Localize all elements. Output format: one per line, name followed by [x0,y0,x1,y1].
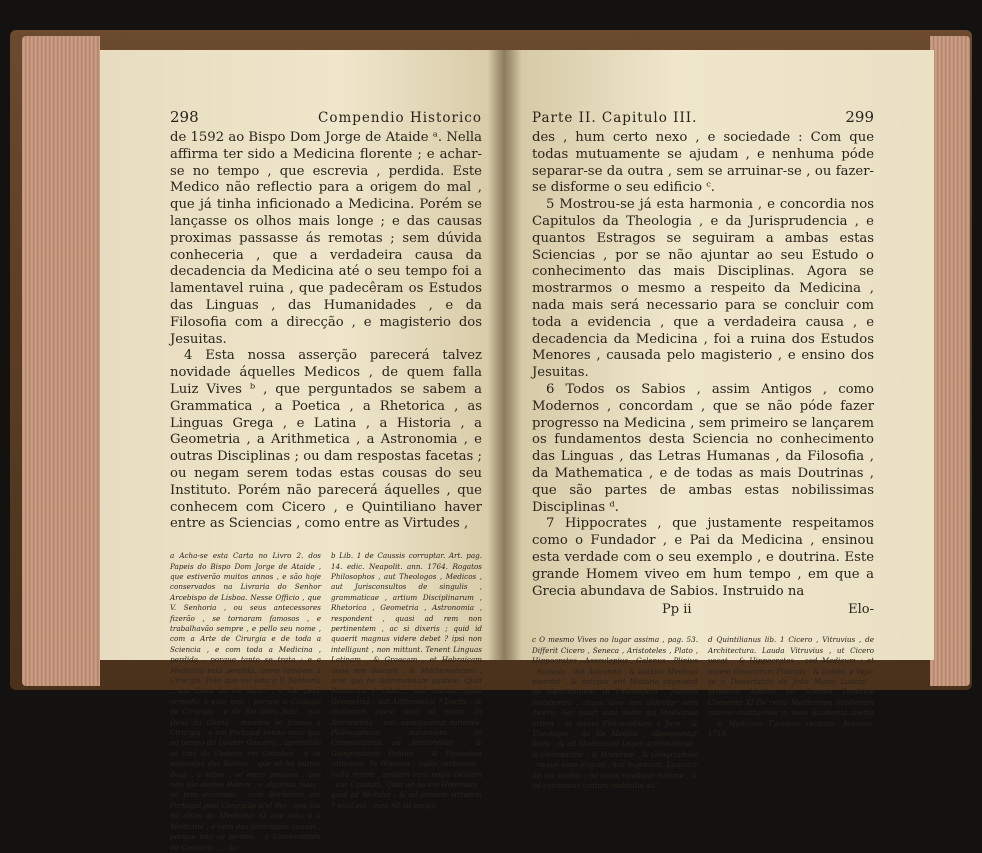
right-paragraph: des , hum certo nexo , e sociedade : Com que todas mutuamente se ajudam , e nenhuma póde separar-se da outra , sem se arruinar-se , ou fazer-se disforme o seu edificio ᶜ. [532,130,874,196]
footnote-d: d Quintilianus lib. 1 Cicero , Vitruvius , de Architectura. Lauda Vitruvius , ut Cicero vocat , & Hippocrates , sed Medicum ; et autem Graecorum Platonis ; & Galeni. e Veja-se a Dissertação de João Maria Lancisi , primeiro Medico do Summo Pontifice Clemente XI De recta Medicorum Studiorum ratione instituenda in nova Academia aberta , & Medicina Tyrannis recitata. Avenion. 1718. [708,635,874,738]
right-running-title: Parte II. Capitulo III. [532,110,698,126]
left-paragraph: de 1592 ao Bispo Dom Jorge de Ataide ᵃ. Nella affirma ter sido a Medicina florente ; e achar-se no tempo , que escrevia , perdida. Este Medico não reflectio para a origem do mal , que já tinha inficionado a Medicina. Porém se lançasse os olhos mais longe ; e das causas proximas passasse ás remotas ; sem dúvida conheceria , que a verdadeira causa da decadencia da Medicina até o seu tempo foi a lamentavel ruina , que padecêram os Estudos das Linguas , das Humanidades , e da Filosofia com a direcção , e magisterio dos Jesuitas. [170,130,482,347]
left-page-number: 298 [170,108,199,126]
left-footnotes [170,551,482,852]
page-edges-left [22,36,100,686]
right-page [504,50,934,790]
right-paragraph: 6 Todos os Sabios , assim Antigos , como Modernos , concordam , que se não póde fazer progresso na Medicina , sem primeiro se lançarem os fundamentos desta Sciencia no conhecimento das Linguas , das Letras Humanas , da Filosofia , da Mathematica , e de todas as mais Doutrinas , que são partes de ambas estas nobilissimas Disciplinas ᵈ. [532,381,874,515]
footnote-b: b Lib. 1 de Caussis corruptar. Art. pag. 14. edic. Neapolit. ann. 1764. Rogatos Philosophos , aut Theologos , Medicos , aut Jurisconsultos de singulis , grammaticae , artium Disciplinarum , Rhetorica , Geometria , Astronomia , respondent , quasi ad rem non pertinentem , ac si dixeris ; quid id quaerit magnus videre debet ? ipsi non intelligunt , non mittunt. Tenent Linguas Latinam , & Graecam , et Hebraicam quae non discunt , & Mathematicam , sine qua ne Astronomiam quidem. Quid Rhetorica ? ridet , sed inscius. Quid Geometria , aut Arithmetica ? Doctis , & multorum egeni sunt ad vitam. In Astronomia , non assequuntur rationes. Philosophiam naturalem in Commentariis ad Aristotelem , & Geographiam Politici , & Ptolomaei rationem. In Historia , nulla verborum , nulla rerum , quidam sunt nobis Gellium , aut Cassium. Quid ad lucem Hominum , quid ad Moralia , & ad omnem virtutem ? nihil est , cum nil sit magis. [331,551,482,810]
page-edges-right [930,36,970,686]
left-running-title: Compendio Historico [318,110,482,126]
footnote-a: a Acha-se esta Carta no Livro 2. dos Papeis do Bispo Dom Jorge de Ataide , que estiverão muitos annos , e são hoje conservados na Livraria do Senhor Arcebispo de Lisboa. Nesse Officio , que V. Senhoria , ou seus antecessores fizerão , se tornaram famosos , e trabalhavão sempre , e pello seu nome , com a Arte de Cirurgia e de toda a Sciencia , e com toda a Medicina , perdida , porque tanto se trata ; e a Medicina está perdida, como tambem a Cirurgia. Pelo que vai esta a V. Senhoria , que Deos ha de saber , e lhe peça remedio a este mal : porque o Collegio de Cirurgia , e de Rei Dom João , que Deos da Gloria , mandou se fizesse a Cirurgia , e em Portugal sendo mais que no tempo do Doutor Guevara , aprendião os tres da Cadeira em Coimbra , e os sapientes dos Reinos , que só ha outros dous , a saber , se estas pessoas , que não são destes Reinos , e algumas mais , se tem ensinado , com Barbeiros em Portugal pelo Cirurgião d'el Rei , que lhe dá ditos de Medicina. O que esta é a Medicina , e uma das principaes cousas , porque isto se perdeo , a Universidade de Coimbra ..... &c. [170,551,321,852]
right-page-number: 299 [845,108,874,126]
left-page [100,50,504,852]
signature-mark: Pp ii [662,602,692,618]
right-body-text [532,130,874,600]
signature-line [532,602,874,617]
catchword: Elo- [848,602,874,618]
left-running-head [170,108,482,126]
left-body-text [170,130,482,533]
right-paragraph: 7 Hippocrates , que justamente respeitamos como o Fundador , e Pai da Medicina , ensinou esta verdade com o seu exemplo , e doutrina. Este grande Homem viveo em hum tempo , em que a Grecia abundava de Sabios. Instruido na [532,516,874,599]
left-paragraph: 4 Esta nossa asserção parecerá talvez novidade áquelles Medicos , de quem falla Luiz Vives ᵇ , que perguntados se sabem a Grammatica , a Poetica , a Rhetorica , as Linguas Grega , e Latina , a Historia , a Geometria , a Arithmetica , a Astronomia , e outras Disciplinas ; ou dam respostas facetas ; ou negam serem todas estas cousas do seu Instituto. Porém não parecerá áquelles , que conhecem com Cicero , e Quintiliano haver entre as Sciencias , como entre as Virtudes , [170,348,482,532]
right-running-head [532,108,874,126]
right-footnotes [532,635,874,795]
right-paragraph: 5 Mostrou-se já esta harmonia , e concordia nos Capitulos da Theologia , e da Jurisprudencia , e quantos Estragos se seguiram a ambas estas Sciencias , por se não ajuntar ao seu Estudo o conhecimento das mais Disciplinas. Agora se mostrarmos o mesmo a respeito da Medicina , nada mais será necessario para se concluir com toda a evidencia , que a verdadeira causa , e decadencia da Medicina , foi a ruina dos Estudos Menores , causada pelo magisterio , e ensino dos Jesuitas. [532,197,874,381]
footnote-c: c O mesmo Vives no lugar assima , pag. 53. Differit Cicero , Seneca , Aristoteles , Plato , Hippocrates , Aesculapius , Galenus , Plinius , Scevola , aut Avicenna , & doctior Medicus emerint , & antiqua erit Historia cognoscit ad plenitudinem. In Philosophia , fuerunt insipientes , atque ideo non videntur vera dicere. Nec pauci sunt hodie qui Medicinae artem , et ipsam Philosophiam a Jure , & Theologia , de Re Medica , obsequuntur libris , & ad Medicinam Leges Arithmeticae , & Geometriae ; & Historiae , & Geographiae , neque esse aliquid , nisi ingenium. Loquitur de sui studiis ; ne solus intelligat ratione , & ad communis tantum institutio sit. [532,635,698,790]
